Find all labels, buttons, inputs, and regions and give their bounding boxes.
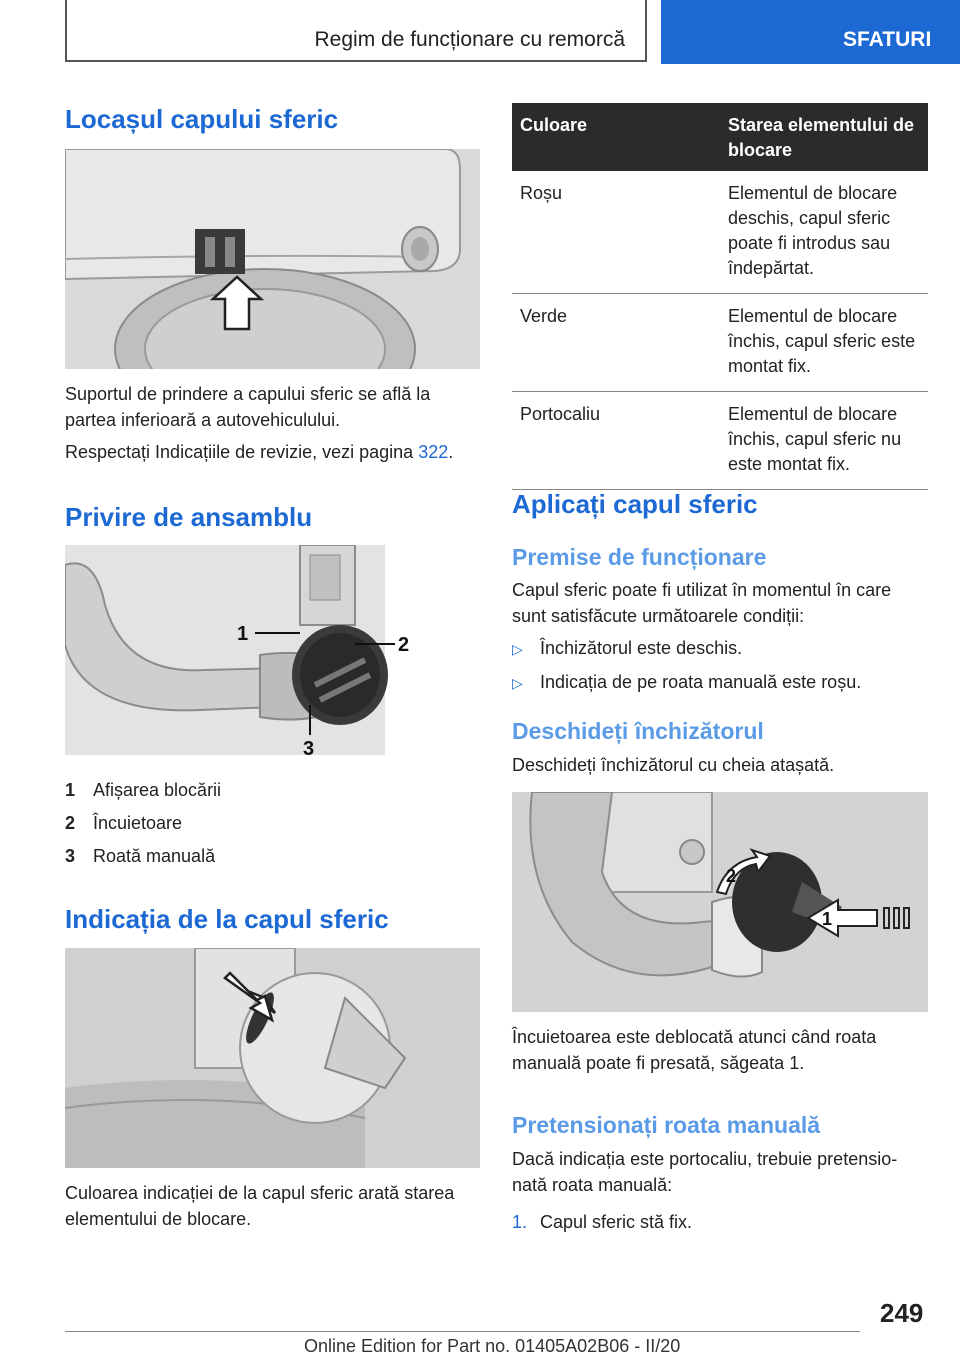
- image-ball-head-location: [65, 149, 480, 369]
- service-notes-period: .: [448, 442, 454, 462]
- legend-item: [65, 843, 221, 876]
- legend-text: Roată manuală: [93, 846, 216, 866]
- page-number: 249: [880, 1298, 924, 1328]
- section-tab[interactable]: [661, 0, 960, 64]
- bullet-text: Indicația de pe roata manuală este roșu.: [540, 672, 862, 692]
- step-text: Capul sferic stă fix.: [540, 1212, 693, 1232]
- image-label-1: 1: [822, 909, 833, 929]
- legend-num: 2: [65, 813, 76, 833]
- table-header-row: [512, 103, 928, 171]
- heading-open-lock: Deschideți închizătorul: [512, 718, 764, 744]
- heading-ball-head-location: Locașul capului sferic: [65, 104, 339, 134]
- table-row: [512, 294, 928, 392]
- table-cell-state: Elementul de blocare deschis, capul sferic poate fi introdus sau îndepărtat.: [720, 171, 928, 294]
- bullet-triangle-icon: ▷: [512, 675, 523, 691]
- list-item: [512, 669, 928, 703]
- image-overview: [65, 545, 480, 765]
- table-cell-color: Portocaliu: [512, 392, 720, 490]
- heading-prerequisites: Premise de funcționare: [512, 544, 767, 570]
- table-cell-state: Elementul de blocare închis, capul sferic este montat fix.: [720, 294, 928, 392]
- illustration-car-rear-underside: [65, 149, 480, 369]
- table-header-color: Culoare: [512, 103, 720, 171]
- section-tab-label: SFATURI: [843, 28, 932, 51]
- heading-overview: Privire de ansamblu: [65, 502, 313, 532]
- paragraph-open-lock: Deschideți închizătorul cu cheia atașată.: [512, 755, 835, 775]
- list-item: [512, 1209, 928, 1235]
- legend-item: [65, 810, 221, 843]
- service-notes-text: Respectați Indicațiile de revizie, vezi pagina: [65, 442, 419, 462]
- table-row: [512, 171, 928, 294]
- footer-divider: [65, 1331, 860, 1332]
- table-cell-color: Verde: [512, 294, 720, 392]
- step-list: [512, 1209, 928, 1235]
- image-label-2: 2: [726, 866, 737, 886]
- bullet-triangle-icon: ▷: [512, 641, 523, 657]
- illustration-tow-hitch: [65, 545, 480, 765]
- image-open-lock: [512, 792, 928, 1012]
- heading-apply-ball-head: Aplicați capul sferic: [512, 489, 758, 519]
- legend-text: Afișarea blocării: [93, 780, 222, 800]
- bullet-list: [512, 635, 928, 703]
- header-box: [65, 0, 647, 62]
- callout-1: 1: [237, 623, 249, 645]
- illustration-open-lock: [512, 792, 928, 1012]
- list-item: [512, 635, 928, 669]
- chapter-title: Regim de funcționare cu remorcă: [314, 28, 625, 51]
- paragraph-indicator: Culoarea indicației de la capul sferic arată starea elementului de blocare.: [65, 1183, 455, 1229]
- table-cell-color: Roșu: [512, 171, 720, 294]
- step-number: 1.: [512, 1212, 528, 1232]
- paragraph-ball-head-location: Suportul de prindere a capului sferic se află la partea inferioară a autovehiculului.: [65, 384, 431, 430]
- legend-list: [65, 777, 221, 876]
- page-link[interactable]: 322: [418, 442, 449, 462]
- illustration-indicator-window: [65, 948, 480, 1168]
- paragraph-service-notes: [65, 439, 480, 465]
- table-row: [512, 392, 928, 490]
- legend-item: [65, 777, 221, 810]
- callout-2: 2: [398, 634, 410, 656]
- table-header-state: Starea elementului de blocare: [720, 103, 928, 171]
- heading-pretension-wheel: Pretensionați roata manuală: [512, 1112, 821, 1138]
- legend-num: 3: [65, 846, 76, 866]
- image-indicator: [65, 948, 480, 1168]
- indicator-table: [512, 103, 928, 490]
- paragraph-lock-unlocked: Încuietoarea este deblocată atunci când roata manuală poate fi presată, săgeata 1.: [512, 1027, 877, 1073]
- paragraph-pretension: Dacă indicația este portocaliu, trebuie pretensio-nată roata manuală:: [512, 1149, 898, 1195]
- legend-text: Încuietoare: [93, 813, 183, 833]
- callout-3: 3: [303, 738, 315, 760]
- paragraph-prerequisites: Capul sferic poate fi utilizat în momentul în care sunt satisfăcute următoarele condiții:: [512, 580, 892, 626]
- heading-ball-head-indicator: Indicația de la capul sferic: [65, 904, 389, 934]
- table-cell-state: Elementul de blocare închis, capul sferic nu este montat fix.: [720, 392, 928, 490]
- legend-num: 1: [65, 780, 76, 800]
- edition-info: Online Edition for Part no. 01405A02B06 - II/20: [304, 1336, 681, 1356]
- bullet-text: Închizătorul este deschis.: [540, 638, 743, 658]
